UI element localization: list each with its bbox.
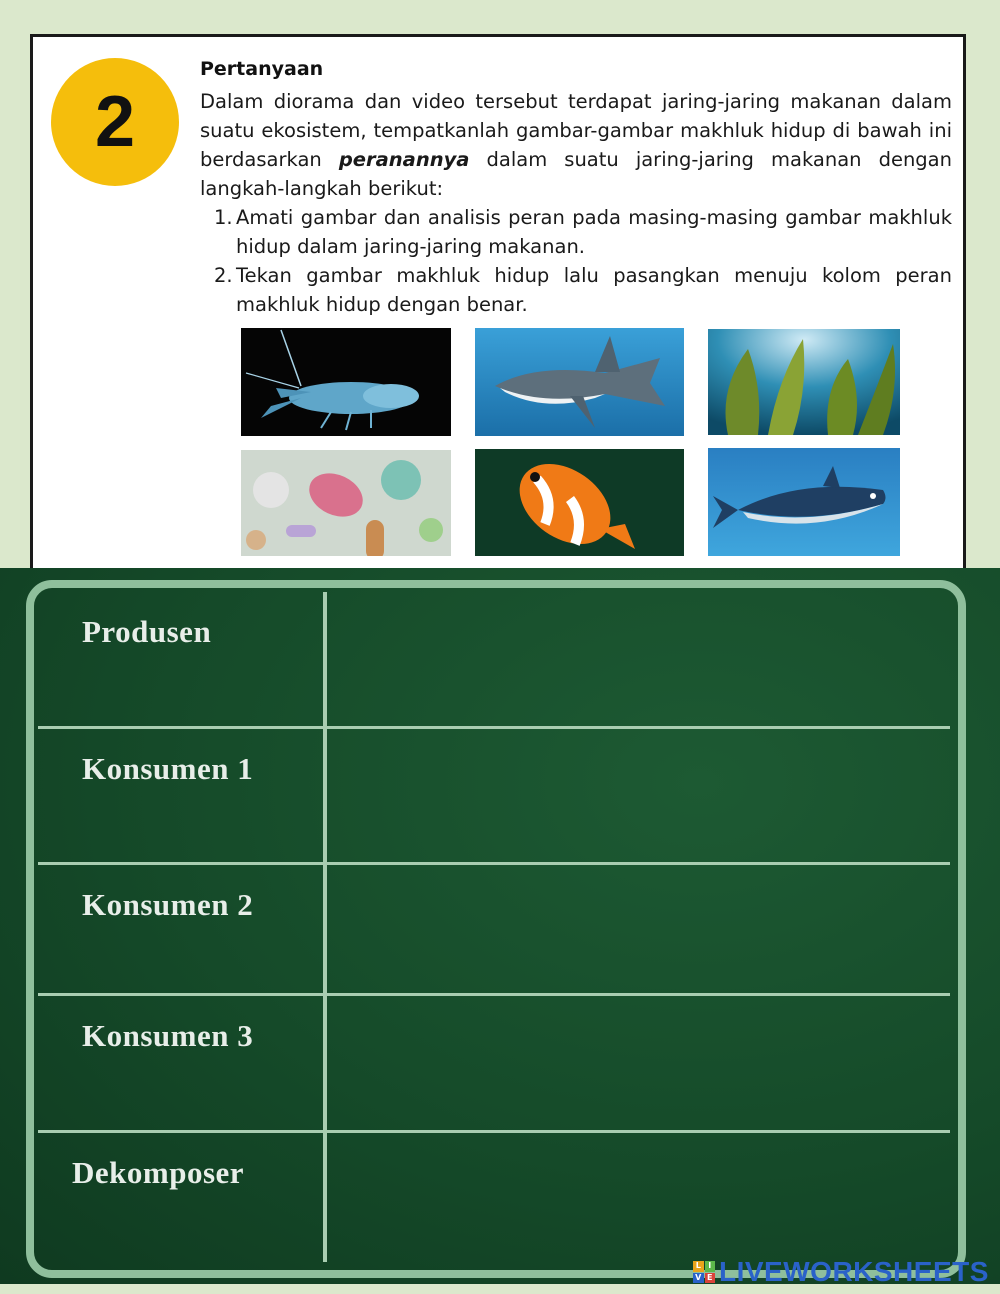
table-row xyxy=(38,592,950,729)
table-row xyxy=(38,865,950,996)
question-number-badge xyxy=(51,58,179,186)
question-body-emphasis: peranannya xyxy=(338,148,470,171)
bacteria-image[interactable] xyxy=(241,450,451,556)
role-label-produsen: Produsen xyxy=(82,614,212,649)
role-label-konsumen-2: Konsumen 2 xyxy=(82,887,254,922)
question-title: Pertanyaan xyxy=(200,58,324,80)
step-text: Tekan gambar makhluk hidup lalu pasangkan menuju kolom peran makhluk hidup dengan benar. xyxy=(236,264,952,316)
shark-image[interactable] xyxy=(475,328,684,436)
drop-zone-konsumen-1[interactable] xyxy=(329,729,950,862)
role-label-konsumen-1: Konsumen 1 xyxy=(82,751,254,786)
question-number: 2 xyxy=(94,82,136,162)
table-row xyxy=(38,729,950,865)
liveworksheets-logo xyxy=(693,1256,989,1288)
drop-zone-dekomposer[interactable] xyxy=(329,1133,950,1264)
step-number: 1. xyxy=(214,206,233,229)
instruction-steps xyxy=(214,203,952,319)
clownfish-image[interactable] xyxy=(475,449,684,556)
table-column-divider xyxy=(323,592,327,1262)
role-table xyxy=(38,592,950,1264)
step-number: 2. xyxy=(214,264,233,287)
question-body-text: Dalam diorama dan video tersebut terdapat jaring-jaring makanan dalam suatu ekosistem, tempatkanlah gambar-gambar makhluk hidup di bawah ini berdasarkan xyxy=(200,90,952,171)
logo-mark-icon: L I V E xyxy=(693,1261,715,1283)
tuna-image[interactable] xyxy=(708,448,900,556)
table-row xyxy=(38,1133,950,1264)
step-text: Amati gambar dan analisis peran pada masing-masing gambar makhluk hidup dalam jaring-jaring makanan. xyxy=(236,206,952,258)
role-label-dekomposer: Dekomposer xyxy=(72,1155,245,1190)
drop-zone-konsumen-2[interactable] xyxy=(329,865,950,993)
instruction-step xyxy=(214,261,952,319)
crayfish-image[interactable] xyxy=(241,328,451,436)
logo-text: LIVEWORKSHEETS xyxy=(719,1256,989,1287)
drop-zone-konsumen-3[interactable] xyxy=(329,996,950,1130)
table-row xyxy=(38,996,950,1133)
instruction-step xyxy=(214,203,952,261)
question-body-text-end: dalam suatu jaring-jaring makanan dengan langkah-langkah berikut: xyxy=(200,148,952,200)
drop-zone-produsen[interactable] xyxy=(329,592,950,726)
role-label-konsumen-3: Konsumen 3 xyxy=(82,1018,254,1053)
question-body xyxy=(200,87,952,203)
seaweed-image[interactable] xyxy=(708,329,900,435)
